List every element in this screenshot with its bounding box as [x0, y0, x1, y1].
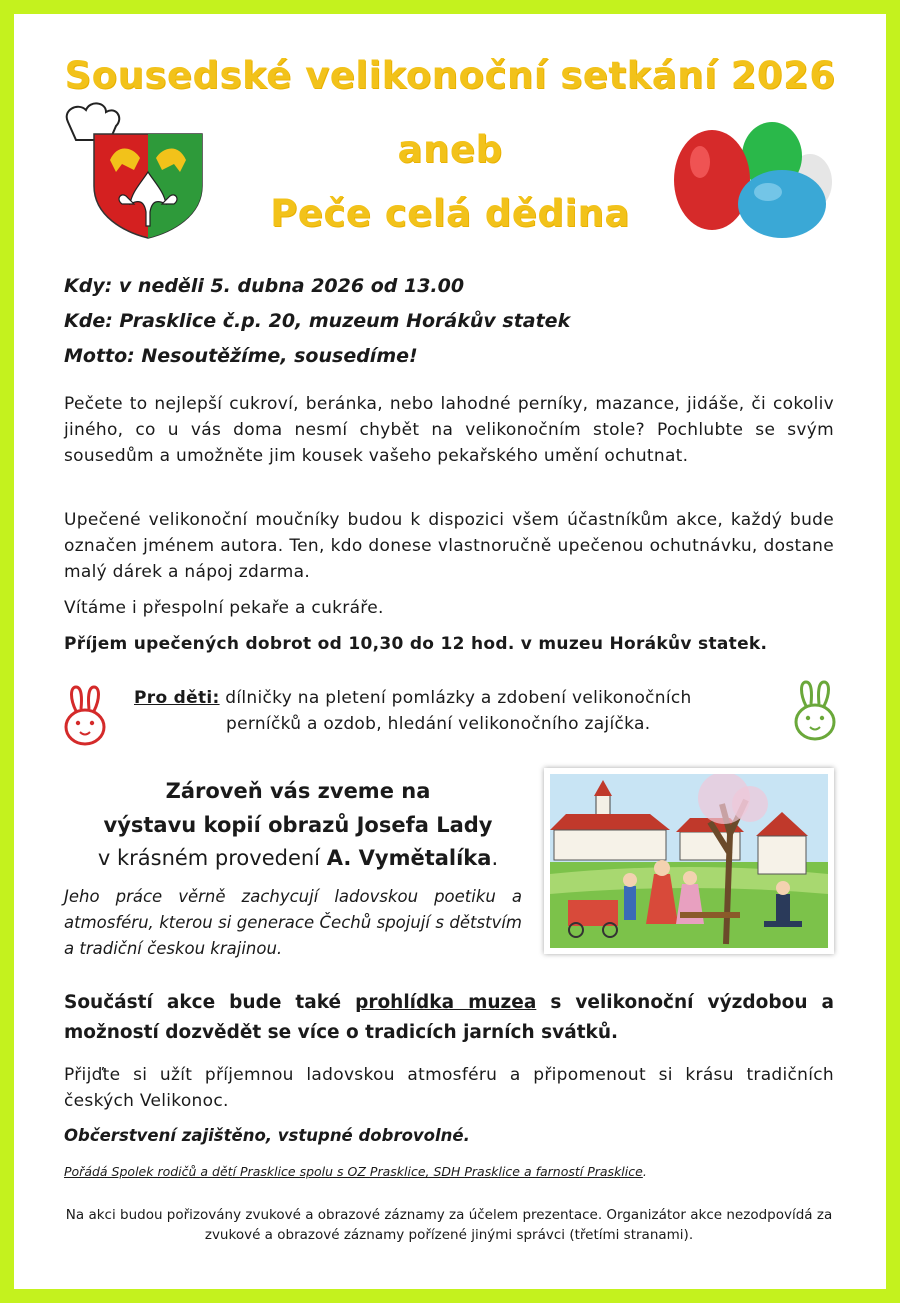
village-coat-of-arms-icon	[60, 100, 210, 240]
paragraph-reception-time: Příjem upečených dobrot od 10,30 do 12 hod. v muzeu Horákův statek.	[64, 634, 768, 654]
event-date: Kdy: v neděli 5. dubna 2026 od 13.00	[64, 275, 465, 297]
kids-program	[134, 685, 784, 737]
exhibition-author: A. Vymětalíka	[326, 846, 492, 870]
lada-painting-image	[544, 768, 834, 954]
event-location: Kde: Prasklice č.p. 20, muzeum Horákův statek	[64, 310, 571, 332]
organizer-text: Pořádá Spolek rodičů a dětí Prasklice spolu s OZ Prasklice, SDH Prasklice a farností Prasklice	[64, 1164, 643, 1179]
exhibition-line-2: výstavu kopií obrazů Josefa Lady	[103, 813, 493, 837]
museum-tour-link: prohlídka muzea	[355, 992, 537, 1013]
museum-prefix: Součástí akce bude také	[64, 992, 356, 1013]
easter-eggs-icon	[672, 122, 834, 242]
refreshments-note: Občerstvení zajištěno, vstupné dobrovolné.	[64, 1126, 470, 1145]
paragraph-welcome: Vítáme i přespolní pekaře a cukráře.	[64, 598, 384, 618]
museum-suffix: s velikonoční výzdobou a možností dozvědět se více o tradicích jarních svátků.	[64, 992, 834, 1043]
exhibition-suffix: .	[491, 846, 499, 870]
organizer-period: .	[642, 1164, 647, 1179]
red-bunny-icon	[62, 685, 108, 747]
exhibition-description: Jeho práce věrně zachycují ladovskou poetiku a atmosféru, kterou si generace Čechů spojují s dětstvím a tradiční českou krajinou.	[64, 887, 522, 958]
kids-line-2: perníčků a ozdob, hledání velikonočního zajíčka.	[226, 714, 651, 734]
exhibition-prefix: v krásném provedení	[97, 846, 327, 870]
kids-label: Pro děti:	[134, 688, 220, 708]
event-motto: Motto: Nesoutěžíme, sousedíme!	[64, 345, 418, 367]
paragraph-baking-invite: Pečete to nejlepší cukroví, beránka, nebo lahodné perníky, mazance, jidáše, či cokoliv jiného, co u vás doma nesmí chybět na velikonočním stole? Pochlubte se svým sousedům a umožněte jim kousek vašeho pekařského umění ochutnat.	[64, 394, 834, 466]
museum-tour-announcement	[64, 988, 834, 1048]
paragraph-desserts-info: Upečené velikonoční moučníky budou k dispozici všem účastníkům akce, každý bude označen jménem autora. Ten, kdo donese vlastnoručně upečenou ochutnávku, dostane malý dárek a nápoj zdarma.	[64, 510, 834, 582]
closing-invite: Přijďte si užít příjemnou ladovskou atmosféru a připomenout si krásu tradičních českých Velikonoc.	[64, 1065, 834, 1111]
organizer-note	[64, 1164, 834, 1179]
exhibition-line-1: Zároveň vás zveme na	[165, 779, 431, 803]
green-bunny-icon	[792, 680, 838, 742]
kids-line-1: dílničky na pletení pomlázky a zdobení velikonočních	[219, 688, 692, 708]
title-line-2: aneb	[397, 128, 503, 171]
title-line-1: Sousedské velikonoční setkání 2026	[64, 54, 836, 97]
title-line-3: Peče celá dědina	[270, 192, 630, 235]
exhibition-line-3	[64, 843, 532, 874]
recording-disclaimer: Na akci budou pořizovány zvukové a obrazové záznamy za účelem prezentace. Organizátor akce nezodpovídá za zvukové a obrazové záznamy pořízené jinými správci (třetími stranami).	[65, 1207, 833, 1243]
